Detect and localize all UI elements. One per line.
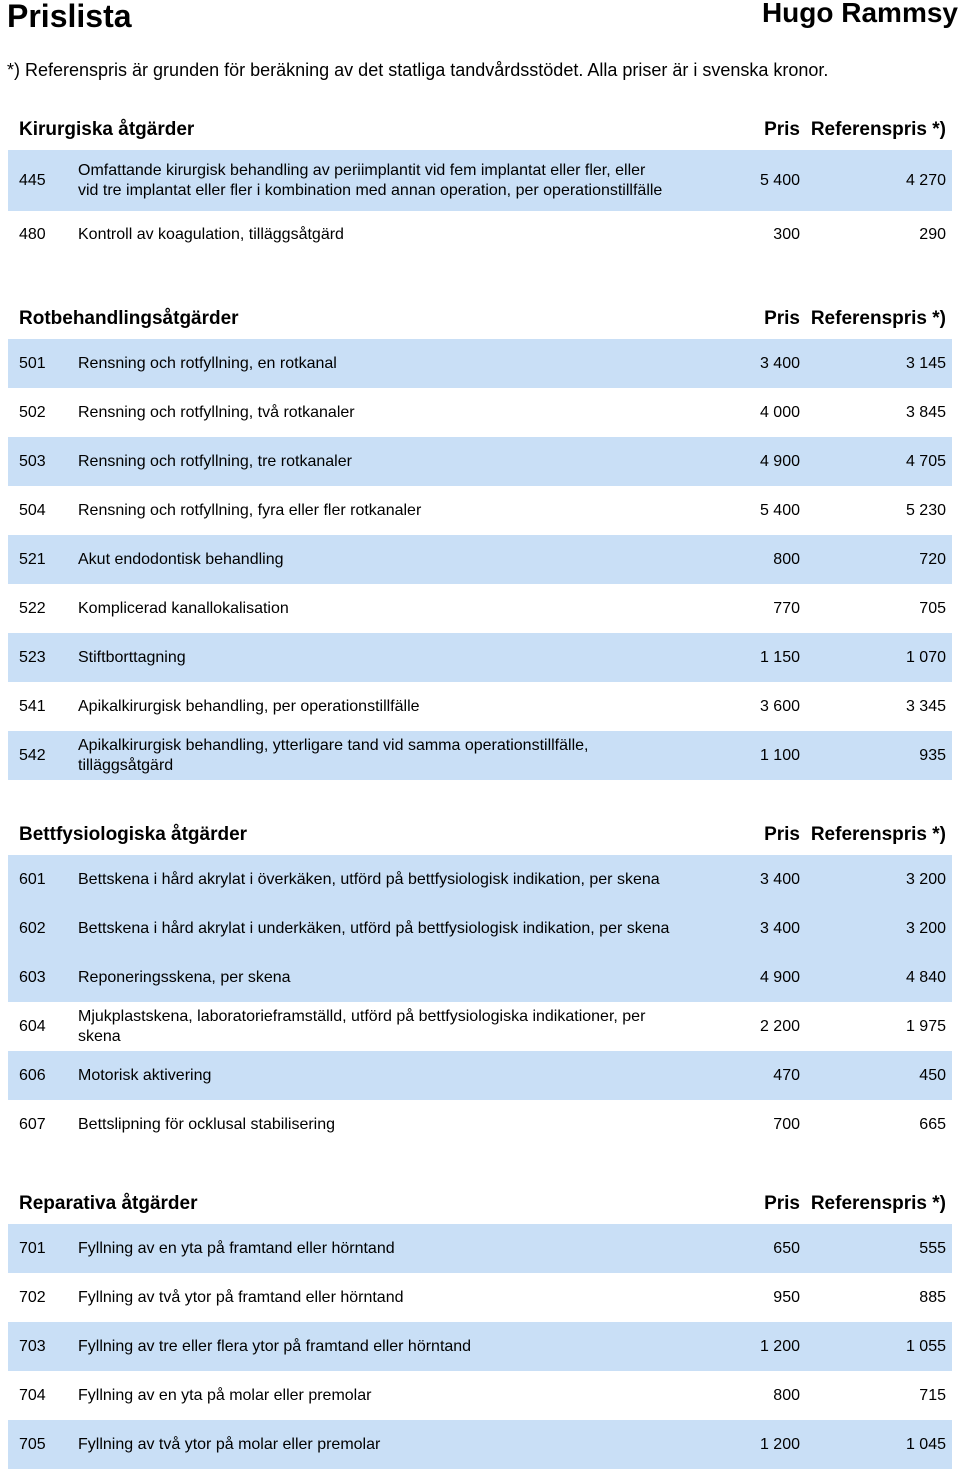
- table-row: [8, 855, 952, 904]
- row-price: 1 200: [759, 1435, 800, 1453]
- section-title: Rotbehandlingsåtgärder: [19, 308, 239, 329]
- row-code: 523: [19, 648, 46, 666]
- table-row: [8, 1273, 952, 1322]
- row-reference-price: 3 200: [905, 870, 946, 888]
- row-reference-price: 3 345: [905, 697, 946, 715]
- row-reference-price: 665: [919, 1115, 946, 1133]
- row-description: Stiftborttagning: [78, 648, 186, 666]
- row-reference-price: 1 055: [905, 1337, 946, 1355]
- company-name: Hugo Rammsy: [761, 0, 958, 28]
- row-description: Fyllning av två ytor på molar eller premolar: [78, 1435, 381, 1453]
- row-description: Apikalkirurgisk behandling, per operationstillfälle: [78, 697, 420, 715]
- table-row: [8, 584, 952, 633]
- column-header-reference-price: Referenspris *): [810, 1193, 946, 1214]
- row-code: 603: [19, 968, 46, 986]
- table-row: [8, 211, 952, 259]
- row-price: 1 150: [759, 648, 800, 666]
- table-row: [8, 1100, 952, 1149]
- row-code: 701: [19, 1239, 46, 1257]
- row-reference-price: 720: [919, 550, 946, 568]
- row-price: 1 100: [759, 746, 800, 764]
- row-price: 2 200: [759, 1017, 800, 1035]
- row-description: Fyllning av tre eller flera ytor på framtand eller hörntand: [78, 1337, 472, 1355]
- row-code: 480: [19, 226, 46, 243]
- table-row: [8, 339, 952, 388]
- row-reference-price: 885: [919, 1288, 946, 1306]
- section-bettfysiologiska: [8, 815, 952, 1149]
- row-reference-price: 705: [919, 599, 946, 617]
- row-code: 601: [19, 870, 46, 888]
- row-description: Reponeringsskena, per skena: [78, 968, 291, 986]
- row-description: Kontroll av koagulation, tilläggsåtgärd: [78, 226, 344, 243]
- row-description: Bettslipning för ocklusal stabilisering: [78, 1115, 336, 1133]
- table-row: [8, 633, 952, 682]
- table-row: [8, 1224, 952, 1273]
- row-price: 5 400: [759, 501, 800, 519]
- row-reference-price: 935: [919, 746, 946, 764]
- row-price: 3 400: [759, 870, 800, 888]
- row-reference-price: 5 230: [905, 501, 946, 519]
- row-description: Omfattande kirurgisk behandling av periimplantit vid fem implantat eller fler, eller vid tre implantat eller fler i kombination med annan operation, per operationstillfälle: [78, 161, 663, 199]
- column-header-reference-price: Referenspris *): [810, 119, 946, 140]
- row-reference-price: 1 975: [905, 1017, 946, 1035]
- row-price: 650: [773, 1239, 800, 1257]
- row-code: 504: [19, 501, 46, 519]
- row-reference-price: 3 200: [905, 919, 946, 937]
- row-reference-price: 3 845: [905, 403, 946, 421]
- row-description: Rensning och rotfyllning, fyra eller fler rotkanaler: [78, 501, 422, 519]
- row-code: 502: [19, 403, 46, 421]
- table-row: [8, 1420, 952, 1469]
- row-price: 4 900: [759, 452, 800, 470]
- table-row: [8, 904, 952, 953]
- page-title: Prislista: [7, 0, 132, 34]
- row-description: Fyllning av en yta på framtand eller hörntand: [78, 1239, 395, 1257]
- table-row: [8, 150, 952, 211]
- row-code: 702: [19, 1288, 46, 1306]
- row-reference-price: 4 840: [905, 968, 946, 986]
- column-header-reference-price: Referenspris *): [810, 308, 946, 329]
- column-header-price: Pris: [764, 308, 800, 329]
- row-code: 542: [19, 746, 46, 764]
- row-description: Bettskena i hård akrylat i överkäken, utförd på bettfysiologisk indikation, per skena: [78, 870, 660, 888]
- row-price: 700: [773, 1115, 800, 1133]
- row-reference-price: 4 705: [905, 452, 946, 470]
- row-reference-price: 555: [919, 1239, 946, 1257]
- section-title: Bettfysiologiska åtgärder: [19, 824, 248, 845]
- row-code: 604: [19, 1017, 46, 1035]
- row-price: 3 600: [759, 697, 800, 715]
- row-code: 445: [19, 171, 46, 189]
- table-row: [8, 437, 952, 486]
- row-code: 606: [19, 1066, 46, 1084]
- row-code: 703: [19, 1337, 46, 1355]
- row-reference-price: 1 045: [905, 1435, 946, 1453]
- section-header: [8, 1184, 952, 1224]
- row-description: Mjukplastskena, laboratorieframställd, utförd på bettfysiologiska indikationer, per skena: [78, 1007, 646, 1045]
- row-price: 4 000: [759, 403, 800, 421]
- column-header-reference-price: Referenspris *): [810, 824, 946, 845]
- section-kirurgiska: [8, 110, 952, 259]
- row-code: 521: [19, 550, 46, 568]
- row-description: Motorisk aktivering: [78, 1066, 212, 1084]
- row-description: Akut endodontisk behandling: [78, 550, 284, 568]
- section-header: [8, 299, 952, 339]
- row-description: Bettskena i hård akrylat i underkäken, utförd på bettfysiologisk indikation, per skena: [78, 919, 670, 937]
- section-reparativa: [8, 1184, 952, 1469]
- row-reference-price: 3 145: [905, 354, 946, 372]
- row-price: 950: [773, 1288, 800, 1306]
- row-code: 522: [19, 599, 46, 617]
- table-row: [8, 1002, 952, 1051]
- section-title: Reparativa åtgärder: [19, 1193, 198, 1214]
- section-header: [8, 110, 952, 150]
- row-description: Apikalkirurgisk behandling, ytterligare tand vid samma operationstillfälle, tilläggsåtgärd: [78, 736, 589, 774]
- row-reference-price: 450: [919, 1066, 946, 1084]
- row-price: 5 400: [759, 171, 800, 189]
- row-description: Fyllning av två ytor på framtand eller hörntand: [78, 1288, 404, 1306]
- row-price: 3 400: [759, 919, 800, 937]
- table-row: [8, 1322, 952, 1371]
- table-row: [8, 1051, 952, 1100]
- row-code: 602: [19, 919, 46, 937]
- row-price: 800: [773, 550, 800, 568]
- row-price: 3 400: [759, 354, 800, 372]
- table-row: [8, 731, 952, 780]
- reference-price-note: *) Referenspris är grunden för beräkning av det statliga tandvårdsstödet. Alla priser är i svenska kronor.: [7, 60, 829, 80]
- table-row: [8, 388, 952, 437]
- row-reference-price: 715: [919, 1386, 946, 1404]
- row-reference-price: 290: [919, 226, 946, 243]
- row-code: 607: [19, 1115, 46, 1133]
- row-price: 800: [773, 1386, 800, 1404]
- section-title: Kirurgiska åtgärder: [19, 119, 195, 140]
- section-header: [8, 815, 952, 855]
- row-price: 300: [773, 226, 800, 243]
- table-row: [8, 1371, 952, 1420]
- column-header-price: Pris: [764, 119, 800, 140]
- table-row: [8, 953, 952, 1002]
- row-price: 1 200: [759, 1337, 800, 1355]
- row-price: 470: [773, 1066, 800, 1084]
- column-header-price: Pris: [764, 824, 800, 845]
- row-description: Fyllning av en yta på molar eller premolar: [78, 1386, 372, 1404]
- row-code: 705: [19, 1435, 46, 1453]
- section-rotbehandling: [8, 299, 952, 780]
- table-row: [8, 535, 952, 584]
- row-description: Rensning och rotfyllning, två rotkanaler: [78, 403, 355, 421]
- row-description: Rensning och rotfyllning, tre rotkanaler: [78, 452, 352, 470]
- row-code: 501: [19, 354, 46, 372]
- row-code: 704: [19, 1386, 46, 1404]
- row-reference-price: 1 070: [905, 648, 946, 666]
- row-price: 4 900: [759, 968, 800, 986]
- row-price: 770: [773, 599, 800, 617]
- table-row: [8, 486, 952, 535]
- column-header-price: Pris: [764, 1193, 800, 1214]
- row-description: Rensning och rotfyllning, en rotkanal: [78, 354, 337, 372]
- table-row: [8, 682, 952, 731]
- row-code: 541: [19, 697, 46, 715]
- row-code: 503: [19, 452, 46, 470]
- row-description: Komplicerad kanallokalisation: [78, 599, 289, 617]
- row-reference-price: 4 270: [905, 171, 946, 189]
